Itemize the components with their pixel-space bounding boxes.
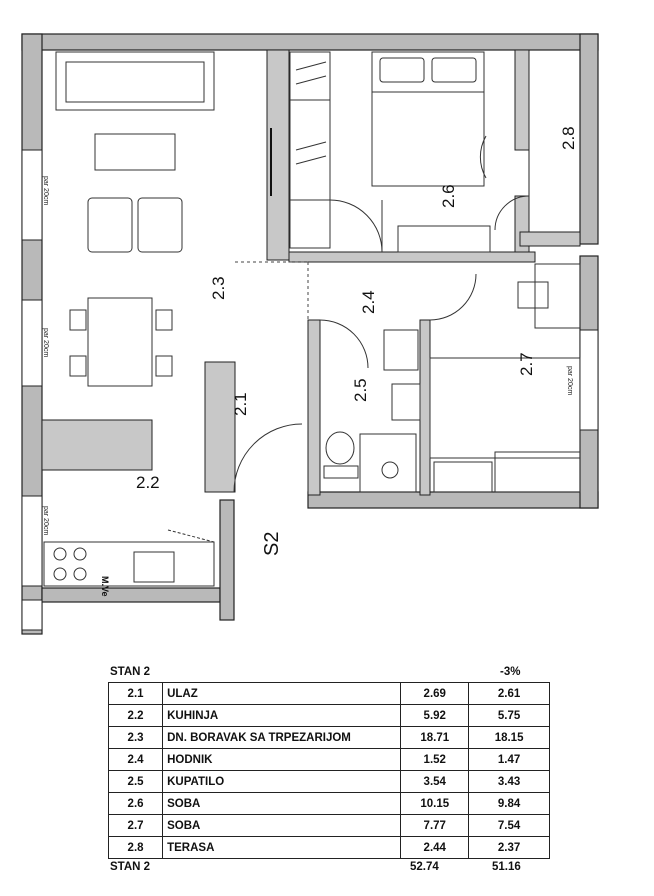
sill-label-4: par 20cm <box>566 366 573 396</box>
row-area-reduced: 1.47 <box>469 749 550 771</box>
row-room-name: KUPATILO <box>163 771 401 793</box>
table-row <box>109 749 550 771</box>
area-table <box>108 664 550 877</box>
row-number: 2.1 <box>109 683 163 705</box>
row-number: 2.5 <box>109 771 163 793</box>
reduction-header: -3% <box>500 666 521 678</box>
room-label-2-1: 2.1 <box>231 392 250 416</box>
row-number: 2.7 <box>109 815 163 837</box>
total-area-reduced: 51.16 <box>492 861 521 873</box>
armchairs <box>88 198 182 252</box>
table-row <box>109 705 550 727</box>
row-room-name: ULAZ <box>163 683 401 705</box>
row-area-reduced: 9.84 <box>469 793 550 815</box>
room-label-2-6: 2.6 <box>439 184 458 208</box>
unit-label: S2 <box>261 531 283 556</box>
row-area: 3.54 <box>401 771 469 793</box>
double-bed <box>372 52 484 186</box>
desk-2-6 <box>398 226 490 252</box>
row-area: 10.15 <box>401 793 469 815</box>
row-area-reduced: 7.54 <box>469 815 550 837</box>
table-row <box>109 837 550 859</box>
row-room-name: TERASA <box>163 837 401 859</box>
room-label-2-2: 2.2 <box>136 473 160 492</box>
row-room-name: SOBA <box>163 815 401 837</box>
room-separators <box>235 262 308 320</box>
table-header <box>108 664 550 682</box>
table-row <box>109 771 550 793</box>
row-area-reduced: 18.15 <box>469 727 550 749</box>
room-label-2-5: 2.5 <box>351 378 370 402</box>
sill-label-1: par 20cm <box>42 176 49 206</box>
total-area: 52.74 <box>410 861 439 873</box>
coffee-table <box>95 134 175 170</box>
room-label-2-4: 2.4 <box>359 290 378 314</box>
row-room-name: HODNIK <box>163 749 401 771</box>
row-area: 2.44 <box>401 837 469 859</box>
row-area: 18.71 <box>401 727 469 749</box>
table-title: STAN 2 <box>110 666 151 678</box>
row-number: 2.3 <box>109 727 163 749</box>
bed-2-7 <box>430 358 580 492</box>
wardrobe-left <box>290 52 330 248</box>
row-number: 2.4 <box>109 749 163 771</box>
row-room-name: DN. BORAVAK SA TRPEZARIJOM <box>163 727 401 749</box>
row-area: 2.69 <box>401 683 469 705</box>
washing-machine-label: M.Ve <box>100 576 110 597</box>
kitchen-counter <box>44 530 214 586</box>
interior-walls <box>42 50 580 495</box>
table-row <box>109 727 550 749</box>
row-number: 2.2 <box>109 705 163 727</box>
bathroom-fixtures <box>324 330 420 492</box>
room-label-2-7: 2.7 <box>517 352 536 376</box>
row-area-reduced: 2.61 <box>469 683 550 705</box>
sofa <box>56 52 214 110</box>
area-table-grid <box>108 682 550 859</box>
row-number: 2.8 <box>109 837 163 859</box>
room-label-2-8: 2.8 <box>559 126 578 150</box>
dining-table <box>70 298 172 386</box>
sill-label-3: par 20cm <box>42 506 49 536</box>
row-area-reduced: 3.43 <box>469 771 550 793</box>
table-row <box>109 815 550 837</box>
row-room-name: KUHINJA <box>163 705 401 727</box>
room-label-2-3: 2.3 <box>209 276 228 300</box>
row-area-reduced: 5.75 <box>469 705 550 727</box>
table-total-row <box>108 859 550 877</box>
desk-2-7 <box>518 264 580 328</box>
row-area: 7.77 <box>401 815 469 837</box>
table-row <box>109 793 550 815</box>
row-number: 2.6 <box>109 793 163 815</box>
sill-label-2: par 20cm <box>42 328 49 358</box>
row-area: 1.52 <box>401 749 469 771</box>
row-room-name: SOBA <box>163 793 401 815</box>
table-row <box>109 683 550 705</box>
total-label: STAN 2 <box>110 861 151 873</box>
row-area: 5.92 <box>401 705 469 727</box>
row-area-reduced: 2.37 <box>469 837 550 859</box>
